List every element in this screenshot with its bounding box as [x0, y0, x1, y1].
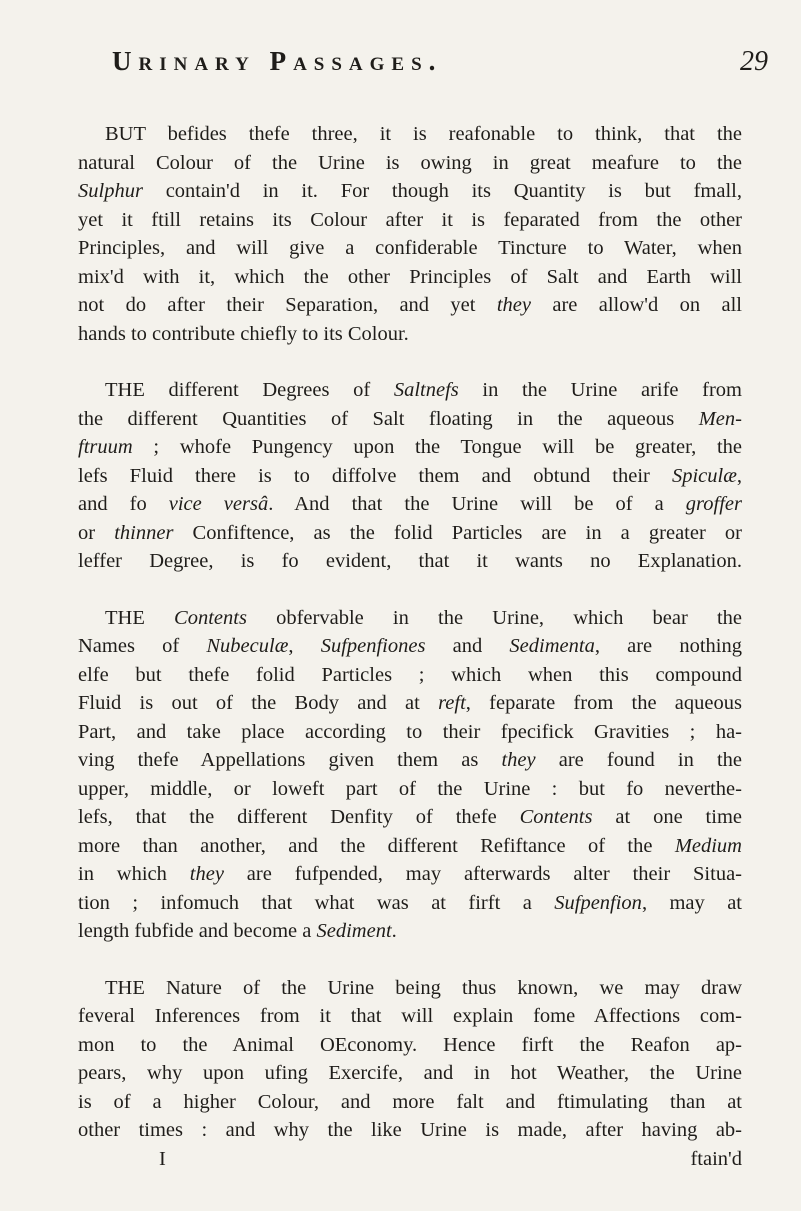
page-footer: [78, 1145, 742, 1174]
text-line: ftruum ; whofe Pungency upon the Tongue will be greater, the: [78, 436, 742, 458]
text-line: elfe but thefe folid Particles ; which when this compound: [78, 663, 742, 686]
text-line: is of a higher Colour, and more falt and ftimulating than at: [78, 1090, 742, 1113]
paragraph-2: [78, 376, 742, 576]
catchword: ftain'd: [690, 1147, 742, 1170]
text-line: THE different Degrees of Saltnefs in the Urine arife from: [105, 379, 742, 401]
text-line: Names of Nubeculæ, Sufpenfiones and Sedimenta, are nothing: [78, 635, 742, 657]
text-line: tion ; infomuch that what was at firft a Sufpenfion, may at: [78, 891, 743, 914]
text-line: other times : and why the like Urine is made, after having ab-: [78, 1119, 742, 1141]
text-line: natural Colour of the Urine is owing in great meafure to the: [78, 151, 742, 174]
signature-mark: I: [159, 1147, 166, 1170]
text-line: THE Nature of the Urine being thus known, we may draw: [105, 976, 742, 999]
text-line: leffer Degree, is fo evident, that it wants no Explanation.: [78, 550, 742, 572]
page-number: 29: [740, 46, 768, 77]
paragraph-1: [78, 120, 742, 348]
text-line: more than another, and the different Refiftance of the Medium: [78, 834, 742, 857]
text-line: Part, and take place according to their fpecifick Gravities ; ha-: [78, 720, 742, 743]
text-line: Sulphur contain'd in it. For though its Quantity is but fmall,: [78, 180, 742, 202]
text-line: mix'd with it, which the other Principles of Salt and Earth will: [78, 265, 742, 288]
text-line: pears, why upon ufing Exercife, and in hot Weather, the Urine: [78, 1062, 742, 1084]
text-line: in which they are fufpended, may afterwards alter their Situa-: [78, 863, 743, 885]
text-line: THE Contents obfervable in the Urine, which bear the: [105, 606, 742, 629]
text-line: hands to contribute chiefly to its Colour.: [78, 322, 409, 345]
text-line: lefs Fluid there is to diffolve them and obtund their Spiculæ,: [78, 464, 742, 487]
text-line: the different Quantities of Salt floating in the aqueous Men-: [78, 407, 742, 430]
text-line: not do after their Separation, and yet they are allow'd on all: [78, 294, 742, 316]
text-line: length fubfide and become a Sediment.: [78, 920, 397, 942]
text-line: or thinner Confiftence, as the folid Particles are in a greater or: [78, 521, 743, 544]
text-line: yet it ftill retains its Colour after it is feparated from the other: [78, 208, 742, 231]
text-line: ving thefe Appellations given them as they are found in the: [78, 749, 742, 771]
running-head: Urinary Passages.: [112, 46, 443, 76]
text-line: Principles, and will give a confiderable Tincture to Water, when: [78, 237, 742, 259]
body-text: [78, 120, 742, 1201]
text-line: BUT befides thefe three, it is reafonable to think, that the: [105, 123, 742, 145]
text-line: upper, middle, or loweft part of the Urine : but fo neverthe-: [78, 777, 742, 800]
paragraph-4: [78, 974, 742, 1174]
text-line: lefs, that the different Denfity of thefe Contents at one time: [78, 806, 742, 828]
text-line: feveral Inferences from it that will explain fome Affections com-: [78, 1005, 742, 1027]
text-line: mon to the Animal OEconomy. Hence firft the Reafon ap-: [78, 1033, 742, 1056]
text-line: Fluid is out of the Body and at reft, feparate from the aqueous: [78, 692, 742, 714]
paragraph-3: [78, 604, 742, 946]
text-line: and fo vice versâ. And that the Urine will be of a groffer: [78, 493, 742, 515]
